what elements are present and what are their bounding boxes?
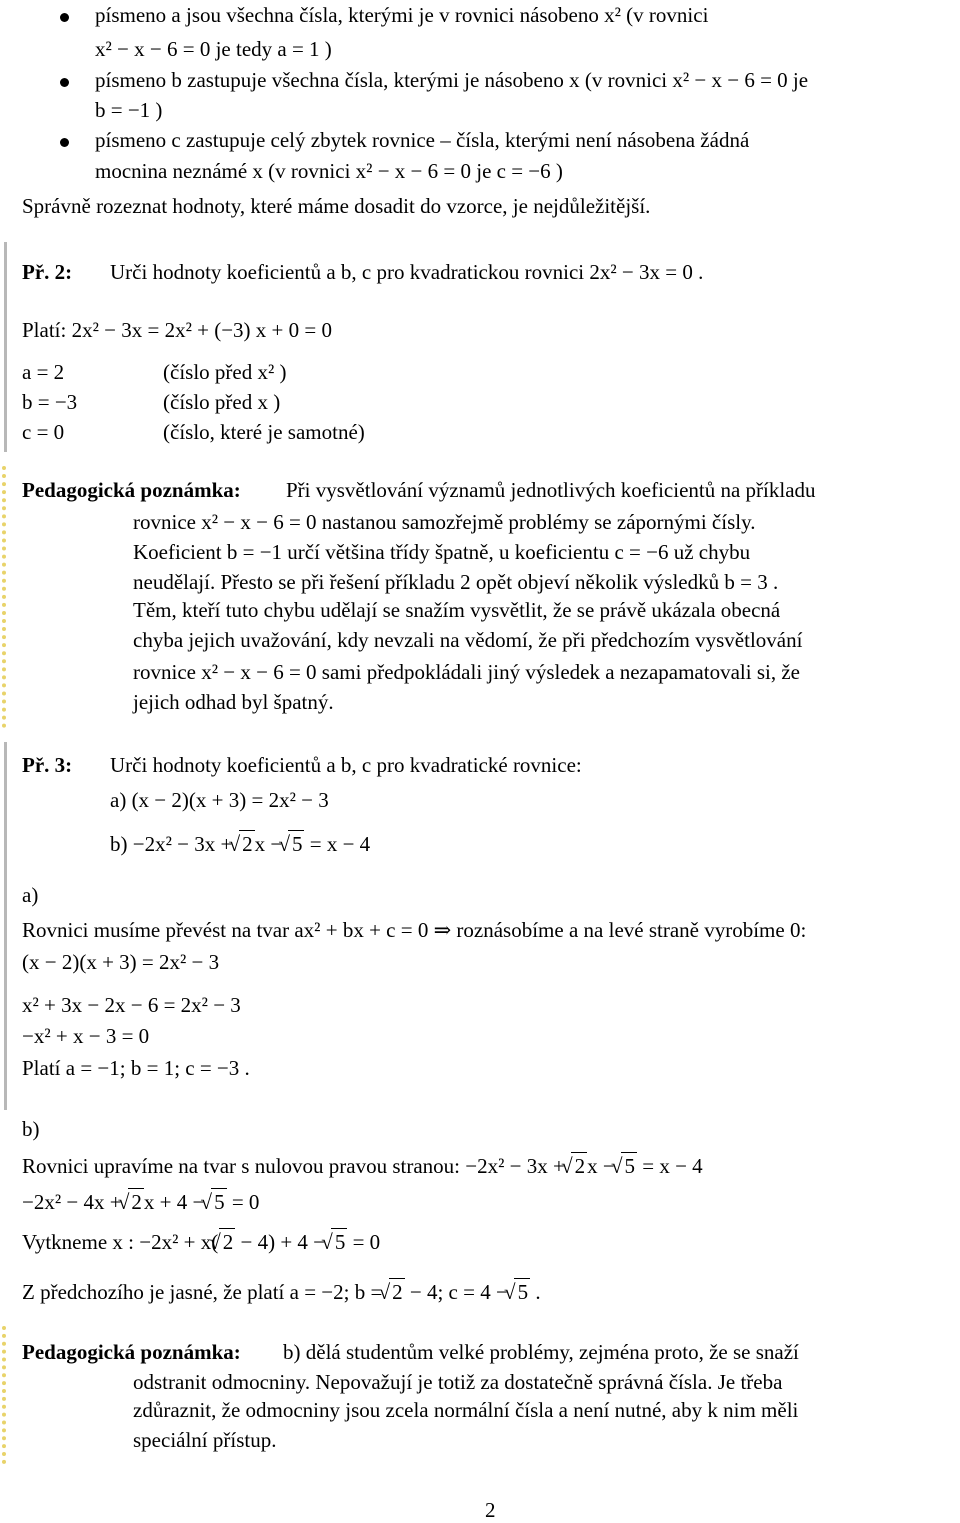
sqrt-2: √ 2 xyxy=(239,830,255,857)
solution-a-line-4: −x² + x − 3 = 0 xyxy=(22,1024,150,1048)
note-1-label: Pedagogická poznámka: xyxy=(22,478,241,502)
example-3-part-a: a) (x − 2)(x + 3) = 2x² − 3 xyxy=(110,788,329,812)
example-2-task: Urči hodnoty koeficientů a b, c pro kvadratickou rovnici 2x² − 3x = 0 . xyxy=(110,260,704,284)
example-3-label: Př. 3: xyxy=(22,753,73,777)
solution-a-line-3: x² + 3x − 2x − 6 = 2x² − 3 xyxy=(22,993,241,1017)
coef-b-desc: (číslo před x ) xyxy=(163,390,281,414)
note-1-line: rovnice x² − x − 6 = 0 nastanou samozřejmě problémy se zápornými čísly. xyxy=(133,510,756,534)
sqrt-2: √ 2 xyxy=(219,1228,235,1255)
sqrt-2: √ 2 xyxy=(571,1152,587,1179)
note-1-line: jejich odhad byl špatný. xyxy=(133,690,334,714)
page-number: 2 xyxy=(485,1498,496,1522)
example-2-sidebar xyxy=(4,242,11,452)
note-2-sidebar xyxy=(2,1326,10,1464)
sqrt-5: √ 5 xyxy=(288,830,304,857)
sqrt-2: √ 2 xyxy=(128,1188,144,1215)
note-2-line: speciální přístup. xyxy=(133,1428,277,1452)
solution-b-line-4: Z předchozího je jasné, že platí a = −2; b = √ 2 − 4; c = 4 − √ 5 . xyxy=(22,1278,541,1305)
note-1-first-line: Při vysvětlování významů jednotlivých koeficientů na příkladu xyxy=(286,478,816,502)
solution-b-heading: b) xyxy=(22,1117,40,1141)
bullet-2-line-2: b = −1 ) xyxy=(95,98,163,122)
solution-b-line-3: Vytkneme x : −2x² + x(√ 2 − 4) + 4 − √ 5 = 0 xyxy=(22,1228,380,1255)
coef-b-eq: b = −3 xyxy=(22,390,78,414)
example-3-part-b: b) −2x² − 3x + √ 2x − √ 5 = x − 4 xyxy=(110,830,370,857)
note-2-line: odstranit odmocniny. Nepovažují je totiž za dostatečně správná čísla. Je třeba xyxy=(133,1370,783,1394)
solution-a-line-2: (x − 2)(x + 3) = 2x² − 3 xyxy=(22,950,220,974)
example-2-label: Př. 2: xyxy=(22,260,73,284)
note-2-line: zdůraznit, že odmocniny jsou zcela normální čísla a není nutné, aby k nim měli xyxy=(133,1398,799,1422)
coef-c-desc: (číslo, které je samotné) xyxy=(163,420,365,444)
bullet-2 xyxy=(60,78,69,87)
note-1-sidebar xyxy=(2,466,10,728)
solution-a-line-5: Platí a = −1; b = 1; c = −3 . xyxy=(22,1056,250,1080)
example-2-plati: Platí: 2x² − 3x = 2x² + (−3) x + 0 = 0 xyxy=(22,318,332,342)
note-1-line: Těm, kteří tuto chybu udělají se snažím vysvětlit, že se právě ukázala obecná xyxy=(133,598,781,622)
note-1-line: neudělají. Přesto se při řešení příkladu 2 opět objeví několik výsledků b = 3 . xyxy=(133,570,779,594)
bullet-2-line-1: písmeno b zastupuje všechna čísla, kterými je násobeno x (v rovnici x² − x − 6 = 0 je xyxy=(95,68,809,92)
solution-b-line-2: −2x² − 4x + √ 2x + 4 − √ 5 = 0 xyxy=(22,1188,259,1215)
solution-b-line-1: Rovnici upravíme na tvar s nulovou pravou stranou: −2x² − 3x + √ 2x − √ 5 = x − 4 xyxy=(22,1152,703,1179)
note-2-first-line: b) dělá studentům velké problémy, zejména proto, že se snaží xyxy=(283,1340,799,1364)
sqrt-5: √ 5 xyxy=(211,1188,227,1215)
note-1-line: rovnice x² − x − 6 = 0 sami předpokládali jiný výsledek a nezapamatovali si, že xyxy=(133,660,800,684)
solution-a-heading: a) xyxy=(22,883,39,907)
note-2-label: Pedagogická poznámka: xyxy=(22,1340,241,1364)
bullet-3-line-1: písmeno c zastupuje celý zbytek rovnice – čísla, kterými není násobena žádná xyxy=(95,128,750,152)
bullet-1-line-2: x² − x − 6 = 0 je tedy a = 1 ) xyxy=(95,37,332,61)
coef-a-eq: a = 2 xyxy=(22,360,65,384)
bullet-1 xyxy=(60,13,69,22)
sqrt-5: √ 5 xyxy=(621,1152,637,1179)
intro-conclusion: Správně rozeznat hodnoty, které máme dosadit do vzorce, je nejdůležitější. xyxy=(22,194,651,218)
note-1-line: Koeficient b = −1 určí většina třídy špatně, u koeficientu c = −6 už chybu xyxy=(133,540,751,564)
sqrt-5: √ 5 xyxy=(514,1278,530,1305)
sqrt-2: √ 2 xyxy=(389,1278,405,1305)
bullet-3 xyxy=(60,138,69,147)
bullet-3-line-2: mocnina neznámé x (v rovnici x² − x − 6 = 0 je c = −6 ) xyxy=(95,159,563,183)
note-1-line: chyba jejich uvažování, kdy nevzali na vědomí, že při předchozím vysvětlování xyxy=(133,628,803,652)
coef-c-eq: c = 0 xyxy=(22,420,65,444)
solution-a-line-1: Rovnici musíme převést na tvar ax² + bx + c = 0 ⇒ roznásobíme a na levé straně vyrobíme 0: xyxy=(22,918,807,942)
coef-a-desc: (číslo před x² ) xyxy=(163,360,287,384)
example-3-sidebar xyxy=(4,742,11,1110)
example-3-task: Urči hodnoty koeficientů a b, c pro kvadratické rovnice: xyxy=(110,753,582,777)
bullet-1-line-1: písmeno a jsou všechna čísla, kterými je v rovnici násobeno x² (v rovnici xyxy=(95,3,709,27)
sqrt-5: √ 5 xyxy=(331,1228,347,1255)
